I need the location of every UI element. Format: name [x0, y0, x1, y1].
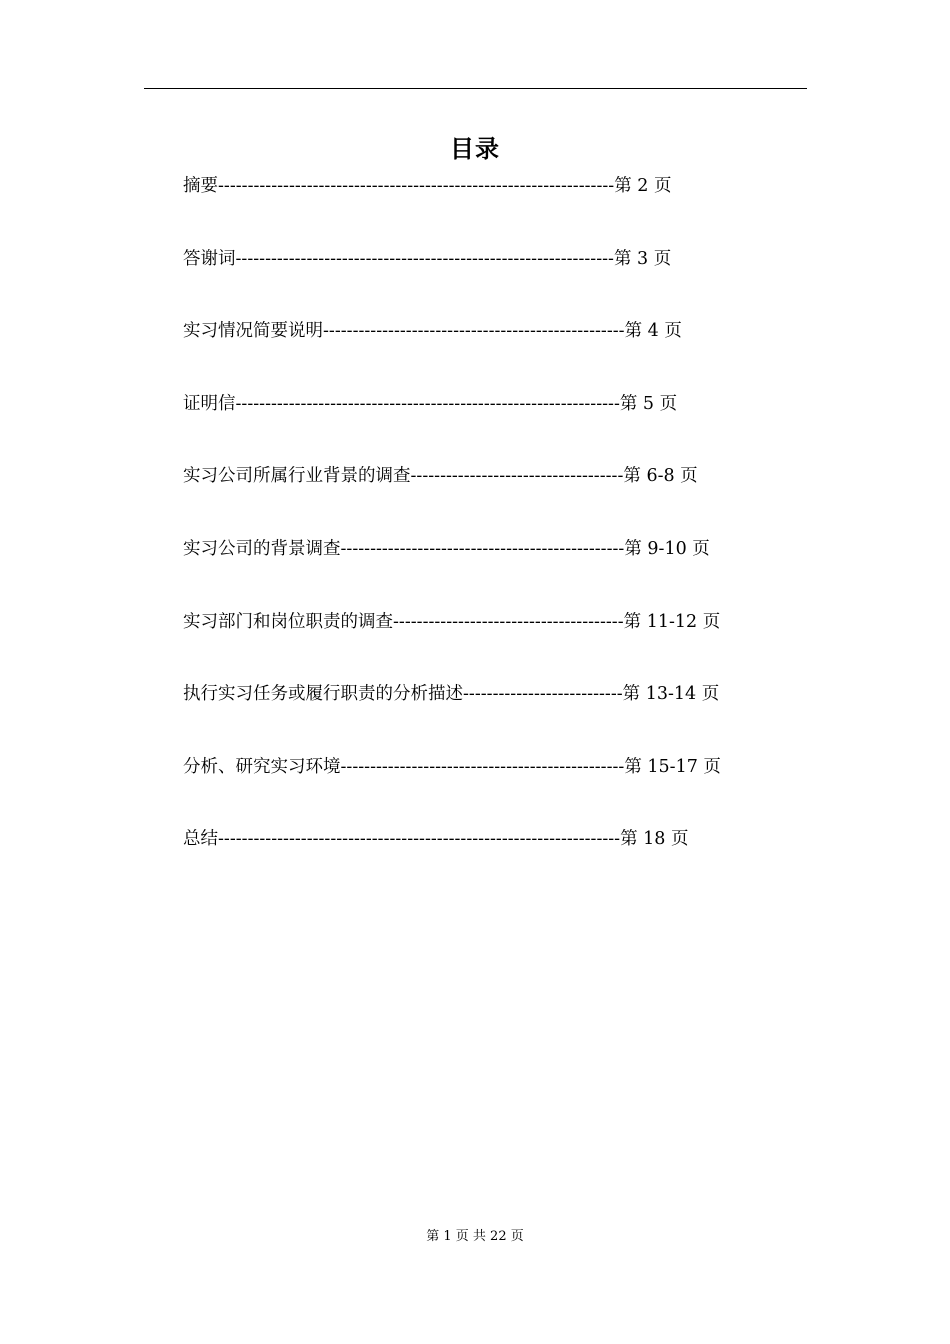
toc-entry-department-survey[interactable] [183, 609, 803, 682]
toc-entry-company-survey[interactable] [183, 536, 803, 609]
toc-entry-acknowledgement[interactable] [183, 246, 803, 319]
toc-entry-page: 第 18 页 [620, 829, 689, 850]
toc-entry-leader: ------------------------------------------------ [340, 538, 625, 559]
toc-entry-abstract[interactable] [183, 173, 803, 246]
toc-entry-leader: ------------------------------------------------------------------- [218, 176, 615, 196]
toc-entry-page: 第 9-10 页 [624, 538, 710, 559]
toc-entry-page: 第 11-12 页 [623, 611, 721, 632]
toc-list [183, 173, 803, 899]
toc-entry-leader: --------------------------------------------------- [323, 321, 625, 342]
toc-entry-page: 第 3 页 [613, 248, 672, 269]
toc-entry-page: 第 5 页 [619, 393, 678, 414]
toc-entry-label: 总结 [183, 829, 218, 850]
toc-entry-page: 第 4 页 [624, 321, 682, 342]
toc-entry-leader: ---------------------------------------------------------------- [235, 248, 614, 269]
toc-entry-industry-survey[interactable] [183, 463, 803, 536]
toc-entry-label: 实习公司所属行业背景的调查 [183, 466, 411, 487]
toc-entry-environment-analysis[interactable] [183, 754, 803, 827]
toc-entry-label: 执行实习任务或履行职责的分析描述 [183, 684, 463, 705]
toc-entry-task-analysis[interactable] [183, 681, 803, 754]
toc-entry-page: 第 6-8 页 [623, 466, 698, 487]
toc-entry-label: 分析、研究实习环境 [183, 756, 341, 777]
toc-entry-certificate[interactable] [183, 391, 803, 464]
toc-entry-label: 答谢词 [183, 248, 236, 269]
toc-entry-page: 第 13-14 页 [622, 684, 720, 705]
toc-entry-label: 实习公司的背景调查 [183, 538, 341, 559]
toc-entry-leader: -------------------------------------------------------------------- [218, 829, 621, 850]
toc-entry-page: 第 15-17 页 [624, 756, 721, 777]
toc-entry-leader: ------------------------------------ [410, 466, 624, 487]
page-title: 目录 [450, 135, 500, 163]
toc-entry-page: 第 2 页 [614, 176, 672, 196]
toc-entry-leader: --------------------------------------- [393, 611, 624, 632]
toc-entry-leader: --------------------------- [463, 684, 623, 705]
toc-entry-label: 实习情况简要说明 [183, 321, 323, 342]
toc-entry-internship-summary[interactable] [183, 318, 803, 391]
page-footer: 第 1 页 共 22 页 [426, 1229, 524, 1244]
toc-entry-leader: ----------------------------------------------------------------- [235, 393, 620, 414]
toc-entry-conclusion[interactable] [183, 826, 803, 899]
header-rule [144, 88, 807, 89]
toc-entry-label: 证明信 [183, 393, 236, 414]
toc-entry-label: 实习部门和岗位职责的调查 [183, 611, 393, 632]
toc-entry-label: 摘要 [183, 176, 218, 196]
toc-entry-leader: ------------------------------------------------ [340, 756, 625, 777]
